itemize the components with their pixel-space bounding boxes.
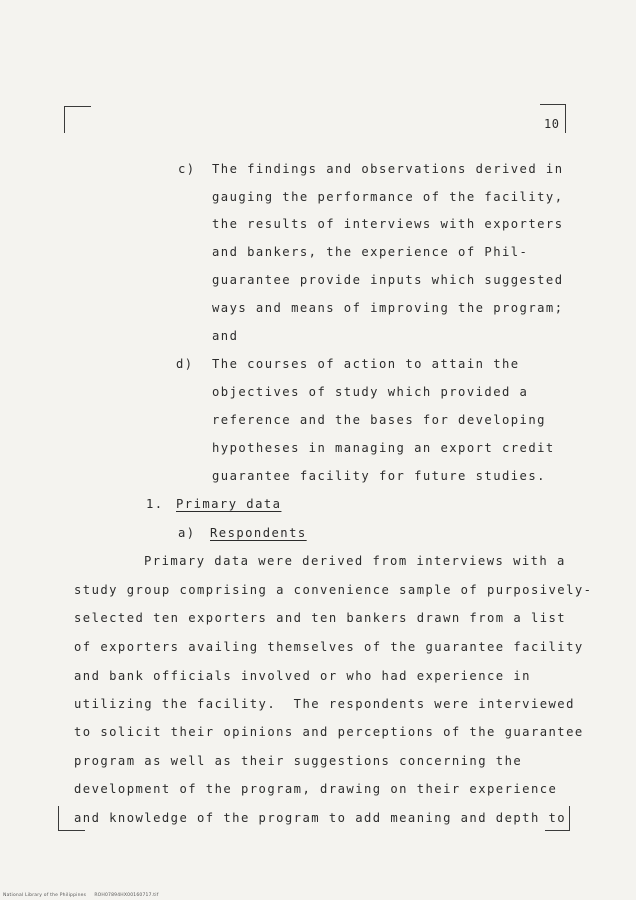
item-c-line: the results of interviews with exporters — [212, 217, 564, 231]
subsection-heading: Respondents — [210, 526, 307, 540]
paragraph-line: and bank officials involved or who had experience in — [74, 669, 531, 683]
item-c-line: and bankers, the experience of Phil- — [212, 245, 529, 259]
paragraph-line: Primary data were derived from interviews with a — [144, 554, 566, 568]
scan-footer: National Library of the Philippines ROH07894HX00160717.tif — [3, 893, 159, 898]
item-d-line: guarantee facility for future studies. — [212, 469, 546, 483]
paragraph-line: of exporters availing themselves of the guarantee facility — [74, 640, 584, 654]
crop-mark-top-left — [64, 106, 91, 133]
item-c-line: and — [212, 329, 239, 343]
paragraph-line: to solicit their opinions and perceptions of the guarantee — [74, 725, 584, 739]
item-d-line: objectives of study which provided a — [212, 385, 529, 399]
item-c-line: The findings and observations derived in — [212, 162, 564, 176]
paragraph-line: selected ten exporters and ten bankers drawn from a list — [74, 611, 567, 625]
page-number: 10 — [544, 117, 560, 131]
paragraph-line: study group comprising a convenience sample of purposively- — [74, 583, 593, 597]
paragraph-line: utilizing the facility. The respondents were interviewed — [74, 697, 575, 711]
paragraph-line: development of the program, drawing on their experience — [74, 782, 558, 796]
item-d-label: d) — [176, 357, 194, 371]
item-d-line: The courses of action to attain the — [212, 357, 520, 371]
item-c-line: gauging the performance of the facility, — [212, 190, 564, 204]
paragraph-line: program as well as their suggestions concerning the — [74, 754, 523, 768]
item-d-line: hypotheses in managing an export credit — [212, 441, 555, 455]
section-heading: Primary data — [176, 497, 282, 511]
subsection-label: a) — [178, 526, 196, 540]
item-c-label: c) — [178, 162, 196, 176]
item-c-line: guarantee provide inputs which suggested — [212, 273, 564, 287]
item-c-line: ways and means of improving the program; — [212, 301, 564, 315]
paragraph-line: and knowledge of the program to add meaning and depth to — [74, 811, 567, 825]
section-number: 1. — [146, 497, 164, 511]
item-d-line: reference and the bases for developing — [212, 413, 546, 427]
